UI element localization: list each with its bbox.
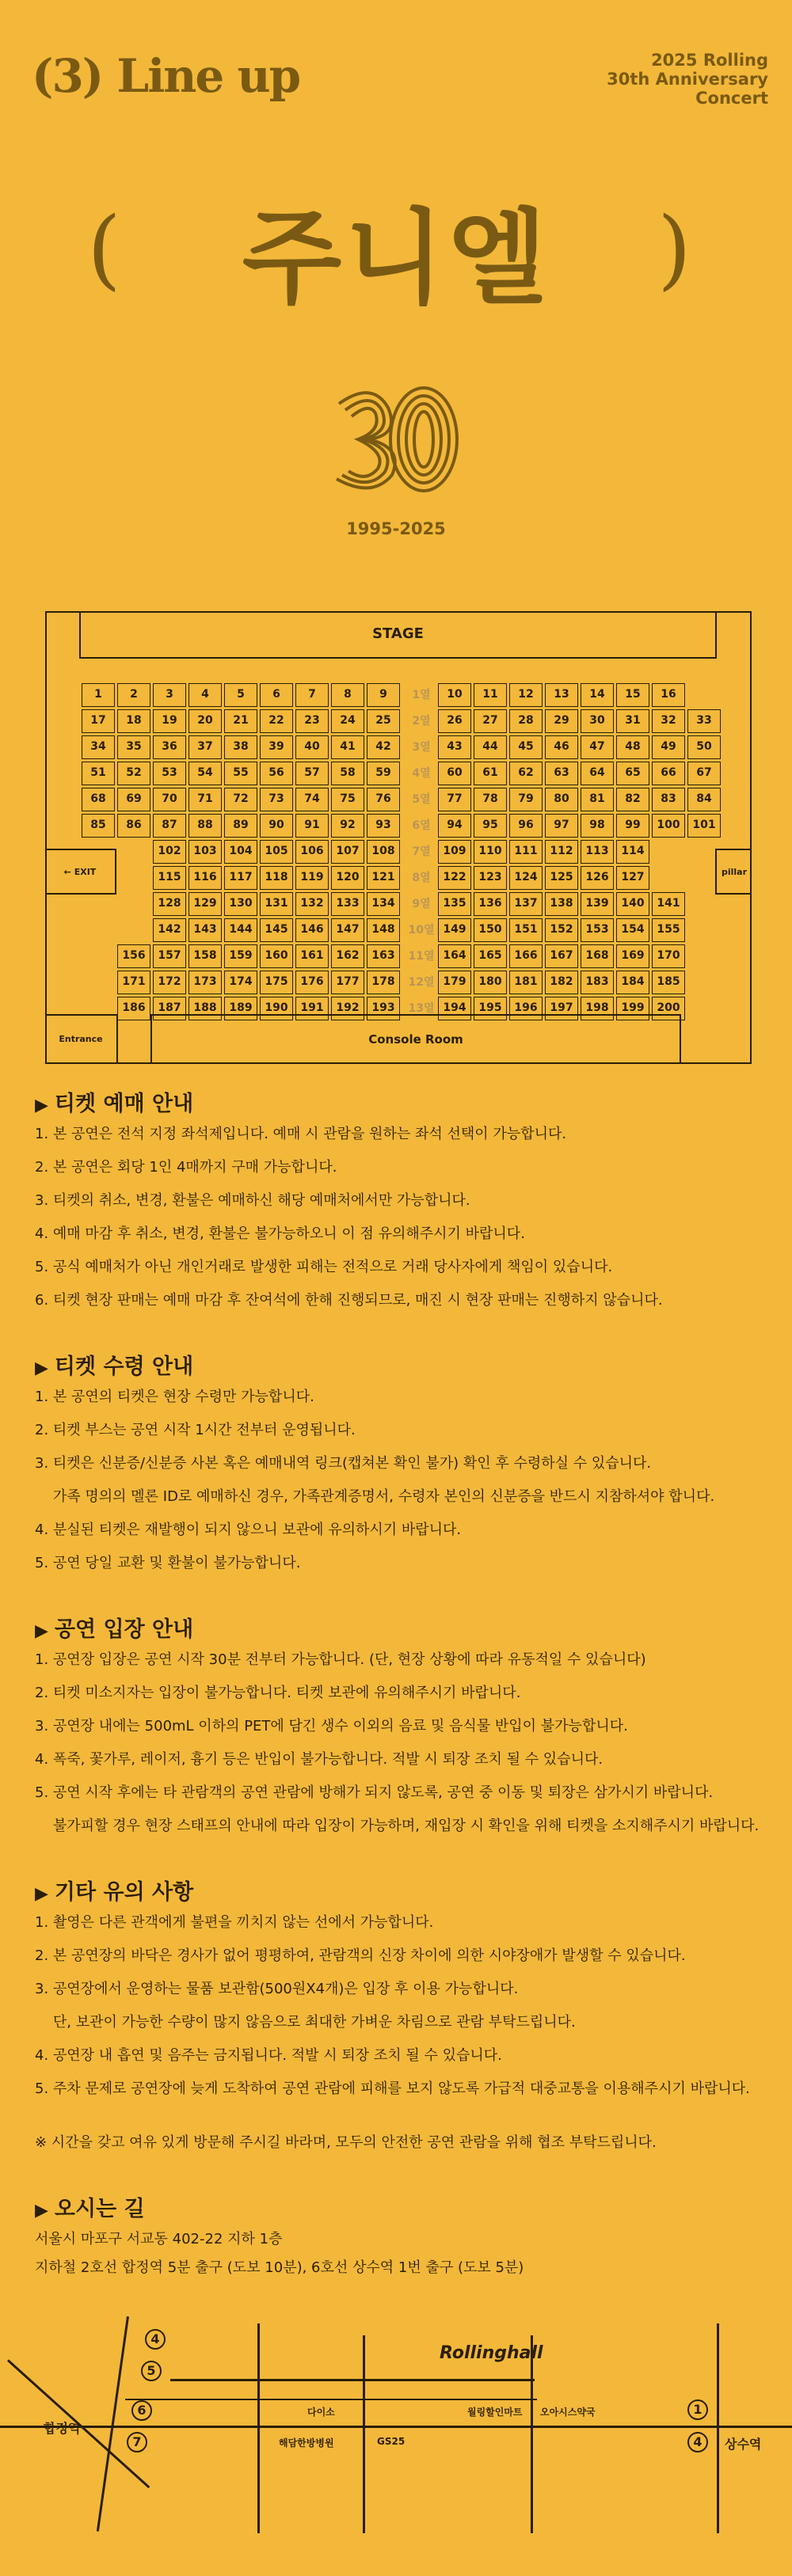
seat[interactable]: 11 (474, 683, 507, 707)
section-line: 2. 본 공연은 회당 1인 4매까지 구매 가능합니다. (35, 1159, 337, 1176)
seat[interactable]: 137 (509, 892, 543, 916)
section-line: 1. 본 공연은 전석 지정 좌석제입니다. 예매 시 관람을 원하는 좌석 선택이 가능합니다. (35, 1126, 567, 1142)
section-line: 4. 예매 마감 후 취소, 변경, 환불은 불가능하오니 이 점 유의해주시기 바랍니다. (35, 1225, 525, 1242)
section-line: 4. 공연장 내 흡연 및 음주는 금지됩니다. 적발 시 퇴장 조치 될 수 있습니다. (35, 2047, 502, 2064)
seat[interactable]: 93 (367, 814, 400, 838)
seat[interactable]: 155 (652, 918, 685, 942)
seat[interactable]: 89 (224, 814, 257, 838)
seat[interactable]: 84 (687, 788, 721, 811)
seat[interactable]: 146 (295, 918, 329, 942)
seat[interactable]: 2 (117, 683, 150, 707)
seat[interactable]: 41 (331, 735, 364, 759)
section-line: 지하철 2호선 합정역 5분 출구 (도보 10분), 6호선 상수역 1번 출구 (도보 5분) (35, 2259, 524, 2276)
concert-name (607, 51, 768, 108)
seat[interactable]: 124 (509, 866, 543, 890)
seat[interactable]: 132 (295, 892, 329, 916)
section-title-text: 티켓 수령 안내 (54, 1354, 194, 1379)
seat[interactable]: 46 (545, 735, 578, 759)
seat[interactable]: 34 (82, 735, 115, 759)
section-line: 5. 주차 문제로 공연장에 늦게 도착하여 공연 관람에 피해를 보지 않도록 가급적 대중교통을 이용해주시기 바랍니다. (35, 2080, 750, 2097)
seat[interactable]: 17 (82, 709, 115, 733)
seat[interactable]: 131 (260, 892, 293, 916)
seat[interactable]: 72 (224, 788, 257, 811)
seat[interactable]: 189 (224, 997, 257, 1020)
seat[interactable]: 143 (188, 918, 222, 942)
seat[interactable]: 60 (438, 762, 471, 785)
seat[interactable]: 141 (652, 892, 685, 916)
play-triangle-icon: ▶ (35, 1358, 48, 1378)
seat[interactable]: 166 (509, 944, 543, 968)
seat[interactable]: 150 (474, 918, 507, 942)
seat[interactable]: 199 (616, 997, 649, 1020)
seat[interactable]: 171 (117, 971, 150, 994)
row-label: 1열 (412, 689, 431, 701)
exit-7-icon: 7 (127, 2432, 147, 2453)
row-label: 7열 (412, 845, 431, 858)
seat[interactable]: 95 (474, 814, 507, 838)
seat[interactable]: 101 (687, 814, 721, 838)
section-title (35, 2191, 145, 2222)
section-note: ※ 시간을 갖고 여유 있게 방문해 주시길 바라며, 모두의 안전한 공연 관람을 위해 협조 부탁드립니다. (35, 2134, 657, 2151)
seat[interactable]: 25 (367, 709, 400, 733)
seat[interactable]: 169 (616, 944, 649, 968)
seat[interactable]: 49 (652, 735, 685, 759)
play-triangle-icon: ▶ (35, 1096, 48, 1115)
seat[interactable]: 109 (438, 840, 471, 864)
seat[interactable]: 123 (474, 866, 507, 890)
seat[interactable]: 179 (438, 971, 471, 994)
seat[interactable]: 33 (687, 709, 721, 733)
seat[interactable]: 161 (295, 944, 329, 968)
seat[interactable]: 56 (260, 762, 293, 785)
seat[interactable]: 10 (438, 683, 471, 707)
seat[interactable]: 156 (117, 944, 150, 968)
seat[interactable]: 7 (295, 683, 329, 707)
seat[interactable]: 149 (438, 918, 471, 942)
seat[interactable]: 61 (474, 762, 507, 785)
seat[interactable]: 142 (153, 918, 186, 942)
seat[interactable]: 147 (331, 918, 364, 942)
seat[interactable]: 130 (224, 892, 257, 916)
seat[interactable]: 37 (188, 735, 222, 759)
seat[interactable]: 88 (188, 814, 222, 838)
seat[interactable]: 81 (581, 788, 614, 811)
seat[interactable]: 54 (188, 762, 222, 785)
place-label: 다이소 (307, 2407, 335, 2418)
seat[interactable]: 116 (188, 866, 222, 890)
seat[interactable]: 66 (652, 762, 685, 785)
seat[interactable]: 6 (260, 683, 293, 707)
seat[interactable]: 119 (295, 866, 329, 890)
seat[interactable]: 21 (224, 709, 257, 733)
seat[interactable]: 113 (581, 840, 614, 864)
seat[interactable]: 190 (260, 997, 293, 1020)
section-line: 2. 본 공연장의 바닥은 경사가 없어 평평하여, 관람객의 신장 차이에 의한 시야장애가 발생할 수 있습니다. (35, 1947, 686, 1964)
seat[interactable]: 91 (295, 814, 329, 838)
seat[interactable]: 139 (581, 892, 614, 916)
seat[interactable]: 38 (224, 735, 257, 759)
seat[interactable]: 127 (616, 866, 649, 890)
place-label: 월링할인마트 (467, 2407, 523, 2418)
exit-1-icon: 1 (687, 2399, 708, 2420)
seat[interactable]: 177 (331, 971, 364, 994)
section-line: 4. 폭죽, 꽃가루, 레이저, 흉기 등은 반입이 불가능합니다. 적발 시 퇴장 조치 될 수 있습니다. (35, 1751, 604, 1768)
seat[interactable]: 9 (367, 683, 400, 707)
seat[interactable]: 186 (117, 997, 150, 1020)
section-title (35, 1086, 193, 1117)
seat[interactable]: 92 (331, 814, 364, 838)
section-title-text: 기타 유의 사항 (54, 1880, 194, 1905)
play-triangle-icon: ▶ (35, 2201, 48, 2221)
play-triangle-icon: ▶ (35, 1621, 48, 1641)
section-line: 2. 티켓 부스는 공연 시작 1시간 전부터 운영됩니다. (35, 1422, 356, 1438)
seat[interactable]: 106 (295, 840, 329, 864)
seat[interactable]: 85 (82, 814, 115, 838)
seat[interactable]: 35 (117, 735, 150, 759)
seat[interactable]: 15 (616, 683, 649, 707)
section-title-text: 공연 입장 안내 (54, 1617, 194, 1642)
seat[interactable]: 136 (474, 892, 507, 916)
seat[interactable]: 173 (188, 971, 222, 994)
seat[interactable]: 125 (545, 866, 578, 890)
section-line: 3. 티켓은 신분증/신분증 사본 혹은 예매내역 링크(캡쳐본 확인 불가) 확인 후 수령하실 수 있습니다. (35, 1455, 652, 1472)
seat[interactable]: 126 (581, 866, 614, 890)
seat[interactable]: 174 (224, 971, 257, 994)
artist-name: 주니엘 (242, 198, 550, 318)
seat[interactable]: 178 (367, 971, 400, 994)
seat[interactable]: 43 (438, 735, 471, 759)
section-line: 5. 공식 예매처가 아닌 개인거래로 발생한 피해는 전적으로 거래 당사자에게 책임이 있습니다. (35, 1259, 613, 1275)
seat[interactable]: 19 (153, 709, 186, 733)
seat[interactable]: 64 (581, 762, 614, 785)
seat[interactable]: 176 (295, 971, 329, 994)
row-label: 5열 (412, 793, 431, 806)
anniversary-years: 1995-2025 (346, 519, 446, 538)
seat[interactable]: 45 (509, 735, 543, 759)
section-title (35, 1875, 193, 1905)
row-label: 3열 (412, 741, 431, 754)
seat[interactable]: 157 (153, 944, 186, 968)
seat[interactable]: 77 (438, 788, 471, 811)
seat[interactable]: 158 (188, 944, 222, 968)
seat[interactable]: 68 (82, 788, 115, 811)
seat[interactable]: 30 (581, 709, 614, 733)
seat[interactable]: 12 (509, 683, 543, 707)
seat[interactable]: 24 (331, 709, 364, 733)
exit-4-sangsu-icon: 4 (687, 2432, 708, 2453)
exit-4-icon: 4 (145, 2329, 166, 2350)
directions-map (0, 2312, 792, 2576)
section-line: 5. 공연 당일 교환 및 환불이 불가능합니다. (35, 1555, 301, 1571)
seat[interactable]: 31 (616, 709, 649, 733)
seat[interactable]: 154 (616, 918, 649, 942)
seat[interactable]: 55 (224, 762, 257, 785)
seat[interactable]: 148 (367, 918, 400, 942)
section-title (35, 1349, 193, 1380)
section-line: 서울시 마포구 서교동 402-22 지하 1층 (35, 2231, 283, 2247)
seat[interactable]: 14 (581, 683, 614, 707)
seat[interactable]: 107 (331, 840, 364, 864)
seat[interactable]: 86 (117, 814, 150, 838)
place-label: 해담한방병원 (279, 2437, 334, 2449)
seat[interactable]: 99 (616, 814, 649, 838)
seat[interactable]: 83 (652, 788, 685, 811)
seat[interactable]: 128 (153, 892, 186, 916)
row-label: 8열 (412, 872, 431, 884)
seat[interactable]: 4 (188, 683, 222, 707)
seat[interactable]: 191 (295, 997, 329, 1020)
seat[interactable]: 180 (474, 971, 507, 994)
row-label: 2열 (412, 715, 431, 728)
console-room: Console Room (150, 1014, 681, 1063)
seat[interactable]: 62 (509, 762, 543, 785)
seat[interactable]: 97 (545, 814, 578, 838)
seat[interactable]: 185 (652, 971, 685, 994)
seat[interactable]: 16 (652, 683, 685, 707)
seat[interactable]: 63 (545, 762, 578, 785)
section-line: 4. 분실된 티켓은 재발행이 되지 않으니 보관에 유의하시기 바랍니다. (35, 1522, 462, 1538)
section-line: 6. 티켓 현장 판매는 예매 마감 후 잔여석에 한해 진행되므로, 매진 시 현장 판매는 진행하지 않습니다. (35, 1292, 663, 1309)
seat[interactable]: 26 (438, 709, 471, 733)
section-title-text: 오시는 길 (54, 2197, 145, 2221)
row-label: 11열 (408, 950, 435, 963)
seat[interactable]: 87 (153, 814, 186, 838)
section-line: 단, 보관이 가능한 수량이 많지 않음으로 최대한 가벼운 차림으로 관람 부탁드립니다. (35, 2014, 576, 2031)
row-label: 9열 (412, 898, 431, 910)
seat[interactable]: 183 (581, 971, 614, 994)
seat[interactable]: 57 (295, 762, 329, 785)
section-title-text: 티켓 예매 안내 (54, 1092, 194, 1116)
section-line: 3. 공연장 내에는 500mL 이하의 PET에 담긴 생수 이외의 음료 및 음식물 반입이 불가능합니다. (35, 1718, 628, 1734)
seat[interactable]: 50 (687, 735, 721, 759)
seat[interactable]: 22 (260, 709, 293, 733)
row-label: 13열 (408, 1002, 435, 1015)
seat[interactable]: 122 (438, 866, 471, 890)
seat[interactable]: 197 (545, 997, 578, 1020)
seat[interactable]: 53 (153, 762, 186, 785)
seat[interactable]: 187 (153, 997, 186, 1020)
seat[interactable]: 105 (260, 840, 293, 864)
seat[interactable]: 82 (616, 788, 649, 811)
concert-line: 2025 Rolling (651, 51, 768, 70)
seat[interactable]: 170 (652, 944, 685, 968)
seat[interactable]: 195 (474, 997, 507, 1020)
exit-6-icon: 6 (131, 2400, 152, 2421)
row-label: 4열 (412, 767, 431, 780)
stage: STAGE (79, 611, 717, 659)
seat[interactable]: 100 (652, 814, 685, 838)
seat[interactable]: 70 (153, 788, 186, 811)
seat[interactable]: 36 (153, 735, 186, 759)
hapjeong-station: 합정역 (44, 2421, 81, 2436)
seat[interactable]: 102 (153, 840, 186, 864)
row-label: 12열 (408, 976, 435, 989)
seat[interactable]: 76 (367, 788, 400, 811)
seat[interactable]: 112 (545, 840, 578, 864)
seat[interactable]: 1 (82, 683, 115, 707)
seat[interactable]: 96 (509, 814, 543, 838)
seat[interactable]: 172 (153, 971, 186, 994)
section-line: 1. 공연장 입장은 공연 시작 30분 전부터 가능합니다. (단, 현장 상황에 따라 유동적일 수 있습니다) (35, 1651, 646, 1668)
seat[interactable]: 152 (545, 918, 578, 942)
seat[interactable]: 8 (331, 683, 364, 707)
seat[interactable]: 165 (474, 944, 507, 968)
section-line: 가족 명의의 멜론 ID로 예매하신 경우, 가족관계증명서, 수령자 본인의 신분증을 반드시 지참하셔야 합니다. (35, 1488, 715, 1505)
exit-5-icon: 5 (141, 2361, 162, 2381)
seat[interactable]: 151 (509, 918, 543, 942)
seat[interactable]: 28 (509, 709, 543, 733)
seat[interactable]: 129 (188, 892, 222, 916)
seat[interactable]: 198 (581, 997, 614, 1020)
seat[interactable]: 51 (82, 762, 115, 785)
seat[interactable]: 140 (616, 892, 649, 916)
seat[interactable]: 23 (295, 709, 329, 733)
right-bracket-icon: ) (657, 198, 691, 299)
seat[interactable]: 133 (331, 892, 364, 916)
concert-line: Concert (695, 89, 768, 108)
seat[interactable]: 103 (188, 840, 222, 864)
seat[interactable]: 94 (438, 814, 471, 838)
exit-sign: ← EXIT (45, 849, 116, 895)
seat[interactable]: 80 (545, 788, 578, 811)
entrance: Entrance (45, 1014, 118, 1063)
seat[interactable]: 188 (188, 997, 222, 1020)
play-triangle-icon: ▶ (35, 1884, 48, 1904)
seat[interactable]: 5 (224, 683, 257, 707)
seat[interactable]: 71 (188, 788, 222, 811)
seat[interactable]: 20 (188, 709, 222, 733)
seat[interactable]: 117 (224, 866, 257, 890)
seat[interactable]: 59 (367, 762, 400, 785)
seat[interactable]: 163 (367, 944, 400, 968)
seat[interactable]: 3 (153, 683, 186, 707)
seat[interactable]: 13 (545, 683, 578, 707)
seat[interactable]: 196 (509, 997, 543, 1020)
seat[interactable]: 135 (438, 892, 471, 916)
seat[interactable]: 159 (224, 944, 257, 968)
seat[interactable]: 115 (153, 866, 186, 890)
section-line: 3. 티켓의 취소, 변경, 환불은 예매하신 해당 예매처에서만 가능합니다. (35, 1192, 470, 1209)
row-label: 10열 (408, 924, 435, 937)
seat[interactable]: 79 (509, 788, 543, 811)
seat[interactable]: 74 (295, 788, 329, 811)
seat[interactable]: 67 (687, 762, 721, 785)
seat[interactable]: 167 (545, 944, 578, 968)
section-title (35, 1612, 193, 1643)
seat[interactable]: 39 (260, 735, 293, 759)
section-line: 1. 본 공연의 티켓은 현장 수령만 가능합니다. (35, 1389, 314, 1405)
place-label: 오아시스약국 (540, 2407, 596, 2418)
seat[interactable]: 48 (616, 735, 649, 759)
seat[interactable]: 162 (331, 944, 364, 968)
seat[interactable]: 182 (545, 971, 578, 994)
seat[interactable]: 194 (438, 997, 471, 1020)
seat[interactable]: 164 (438, 944, 471, 968)
seat[interactable]: 58 (331, 762, 364, 785)
seat[interactable]: 29 (545, 709, 578, 733)
seat[interactable]: 168 (581, 944, 614, 968)
seat[interactable]: 104 (224, 840, 257, 864)
seat[interactable]: 134 (367, 892, 400, 916)
seat[interactable]: 47 (581, 735, 614, 759)
seat[interactable]: 44 (474, 735, 507, 759)
seat[interactable]: 110 (474, 840, 507, 864)
left-bracket-icon: ( (87, 198, 121, 299)
seat[interactable]: 27 (474, 709, 507, 733)
seat[interactable]: 111 (509, 840, 543, 864)
seat[interactable]: 121 (367, 866, 400, 890)
seat[interactable]: 153 (581, 918, 614, 942)
seat[interactable]: 192 (331, 997, 364, 1020)
seat[interactable]: 32 (652, 709, 685, 733)
seat[interactable]: 18 (117, 709, 150, 733)
anniversary-logo-icon (325, 380, 467, 499)
seat[interactable]: 52 (117, 762, 150, 785)
lineup-title: (3) Line up (32, 49, 300, 103)
sangsu-station: 상수역 (725, 2437, 762, 2452)
seat[interactable]: 120 (331, 866, 364, 890)
seat[interactable]: 138 (545, 892, 578, 916)
section-line: 1. 촬영은 다른 관객에게 불편을 끼치지 않는 선에서 가능합니다. (35, 1914, 434, 1931)
seat[interactable]: 78 (474, 788, 507, 811)
place-label: GS25 (377, 2436, 406, 2447)
seat[interactable]: 160 (260, 944, 293, 968)
seat[interactable]: 73 (260, 788, 293, 811)
seat[interactable]: 40 (295, 735, 329, 759)
seat[interactable]: 75 (331, 788, 364, 811)
seat[interactable]: 114 (616, 840, 649, 864)
seat[interactable]: 42 (367, 735, 400, 759)
section-line: 5. 공연 시작 후에는 타 관람객의 공연 관람에 방해가 되지 않도록, 공연 중 이동 및 퇴장은 삼가시기 바랍니다. (35, 1784, 714, 1801)
seat[interactable]: 90 (260, 814, 293, 838)
seat[interactable]: 193 (367, 997, 400, 1020)
seat[interactable]: 184 (616, 971, 649, 994)
seat[interactable]: 144 (224, 918, 257, 942)
section-line: 불가피할 경우 현장 스태프의 안내에 따라 입장이 가능하며, 재입장 시 확인을 위해 티켓을 소지해주시기 바랍니다. (35, 1818, 760, 1834)
seat[interactable]: 175 (260, 971, 293, 994)
seat[interactable]: 69 (117, 788, 150, 811)
section-line: 2. 티켓 미소지자는 입장이 불가능합니다. 티켓 보관에 유의해주시기 바랍니다. (35, 1685, 521, 1701)
section-line: 3. 공연장에서 운영하는 물품 보관함(500원X4개)은 입장 후 이용 가능합니다. (35, 1981, 519, 1997)
seat[interactable]: 145 (260, 918, 293, 942)
seat[interactable]: 181 (509, 971, 543, 994)
seat[interactable]: 98 (581, 814, 614, 838)
seat[interactable]: 200 (652, 997, 685, 1020)
concert-line: 30th Anniversary (607, 70, 768, 89)
seat[interactable]: 108 (367, 840, 400, 864)
venue-label: Rollinghall (440, 2343, 543, 2363)
pillar: pillar (715, 849, 752, 895)
row-label: 6열 (412, 819, 431, 832)
seat[interactable]: 65 (616, 762, 649, 785)
seat[interactable]: 118 (260, 866, 293, 890)
